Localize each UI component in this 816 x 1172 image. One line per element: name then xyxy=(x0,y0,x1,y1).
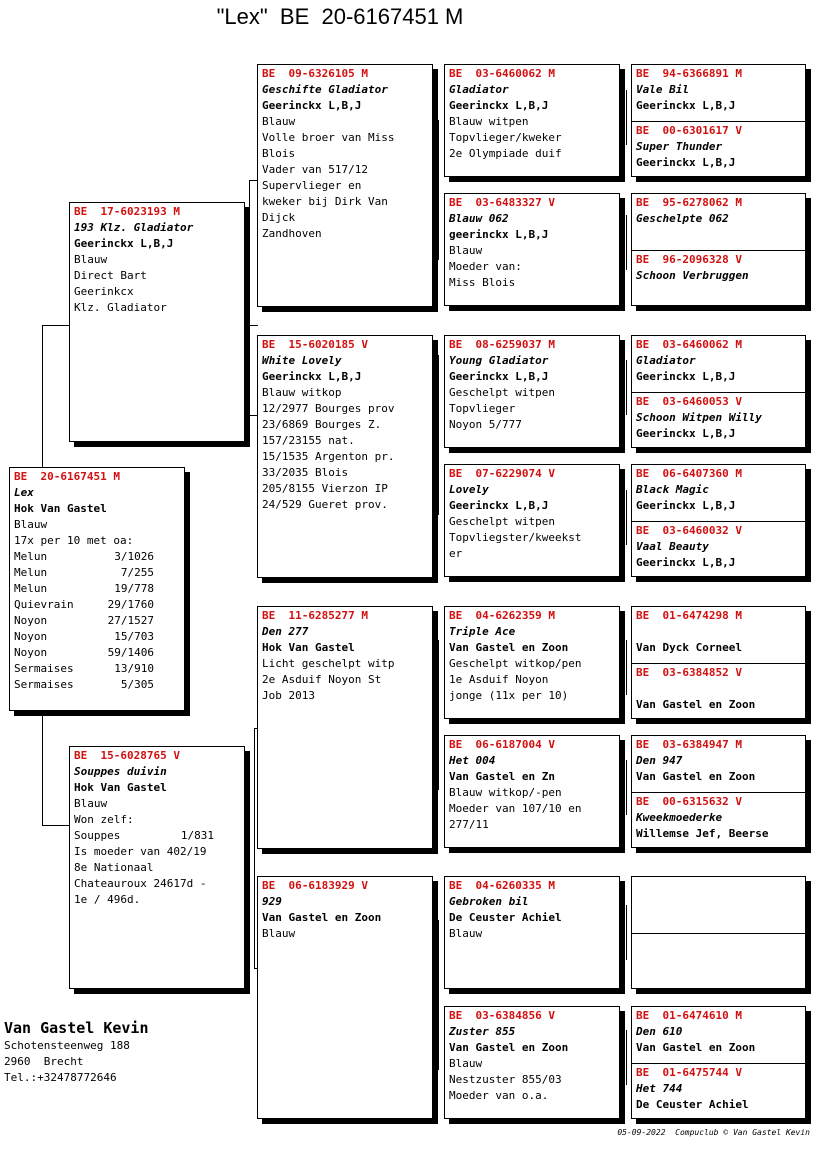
breeder: geerinckx L,B,J xyxy=(449,228,549,241)
info-line: 1e Asduif Noyon xyxy=(449,673,549,686)
pedigree-card-gen4 xyxy=(631,392,806,448)
ring-number: BE 06-6187004 V xyxy=(449,738,555,751)
info-line: 23/6869 Bourges Z. xyxy=(262,418,382,431)
pedigree-card-gen2 xyxy=(257,876,433,1119)
info-line: Blauw xyxy=(262,927,296,940)
ring-number: BE 03-6460032 V xyxy=(636,524,742,537)
result-row xyxy=(14,597,154,613)
info-line: Miss Blois xyxy=(449,276,516,289)
race-score: 7/255 xyxy=(120,566,154,579)
breeder: Geerinckx L,B,J xyxy=(636,370,736,383)
pigeon-name: Geschifte Gladiator xyxy=(262,83,388,96)
info-line: Geschelpt witpen xyxy=(449,515,555,528)
pedigree-card-gen3 xyxy=(444,335,620,448)
pigeon-name: White Lovely xyxy=(262,354,342,367)
pedigree-card-gen2 xyxy=(257,335,433,578)
info-line: 33/2035 Blois xyxy=(262,466,349,479)
breeder: Willemse Jef, Beerse xyxy=(636,827,769,840)
info-line: Blauw xyxy=(449,244,483,257)
connector-line xyxy=(42,325,71,326)
breeder: Geerinckx L,B,J xyxy=(636,99,736,112)
result-row xyxy=(14,565,154,581)
race-place: Sermaises xyxy=(14,662,74,675)
pigeon-name: Den 277 xyxy=(262,625,309,638)
breeder: Van Gastel en Zoon xyxy=(262,911,382,924)
breeder: Geerinckx L,B,J xyxy=(449,99,549,112)
pedigree-card-sire xyxy=(69,202,245,442)
race-score: 59/1406 xyxy=(107,646,154,659)
connector-line xyxy=(438,355,439,515)
pigeon-name xyxy=(636,681,802,697)
race-place: Melun xyxy=(14,582,48,595)
breeder: Van Gastel en Zn xyxy=(449,770,555,783)
pigeon-name: Den 610 xyxy=(636,1025,683,1038)
info-line: 277/11 xyxy=(449,818,489,831)
ring-number: BE 17-6023193 M xyxy=(74,205,180,218)
connector-line xyxy=(249,325,250,415)
ring-number: BE 03-6384856 V xyxy=(449,1009,555,1022)
info-line: 15/1535 Argenton pr. xyxy=(262,450,395,463)
race-score: 1/831 xyxy=(180,829,214,842)
race-score: 27/1527 xyxy=(107,614,154,627)
result-row xyxy=(14,677,154,693)
ring-number: BE 04-6262359 M xyxy=(449,609,555,622)
pedigree-card-gen4 xyxy=(631,335,806,393)
result-row xyxy=(14,661,154,677)
info-line: kweker bij Dirk Van xyxy=(262,195,388,208)
result-row xyxy=(14,549,154,565)
breeder: Hok Van Gastel xyxy=(74,781,167,794)
pedigree-card-gen4 xyxy=(631,1006,806,1064)
pedigree-card-gen4 xyxy=(631,663,806,719)
info-line: Moeder van o.a. xyxy=(449,1089,549,1102)
ring-number: BE 03-6384947 M xyxy=(636,738,742,751)
breeder: Geerinckx L,B,J xyxy=(636,556,736,569)
pigeon-name: 929 xyxy=(262,895,282,908)
owner-city: 2960 Brecht xyxy=(4,1055,84,1068)
connector-line xyxy=(626,1030,627,1085)
ring-number: BE 01-6475744 V xyxy=(636,1066,742,1079)
info-line: 157/23155 nat. xyxy=(262,434,355,447)
info-line: Blauw xyxy=(74,797,108,810)
pedigree-card-gen3 xyxy=(444,1006,620,1119)
pigeon-name: Blauw 062 xyxy=(449,212,509,225)
info-line: Moeder van: xyxy=(449,260,522,273)
info-line: Blois xyxy=(262,147,296,160)
info-line: Topvlieger xyxy=(449,402,516,415)
race-place: Noyon xyxy=(14,646,48,659)
pedigree-card-gen3 xyxy=(444,64,620,177)
result-row xyxy=(74,828,214,844)
pedigree-card-gen4 xyxy=(631,606,806,664)
pedigree-card-dam xyxy=(69,746,245,989)
pedigree-card-gen4 xyxy=(631,121,806,177)
pedigree-card-gen4 xyxy=(631,250,806,306)
pedigree-card-gen2 xyxy=(257,64,433,307)
ring-number: BE 09-6326105 M xyxy=(262,67,368,80)
pedigree-card-gen4 xyxy=(631,64,806,122)
ring-number: BE 15-6020185 V xyxy=(262,338,368,351)
breeder: Van Gastel en Zoon xyxy=(636,770,756,783)
breeder: Van Gastel en Zoon xyxy=(636,698,756,711)
race-place: Quievrain xyxy=(14,598,74,611)
info-line: Blauw witkop/-pen xyxy=(449,786,562,799)
connector-line xyxy=(254,728,255,968)
pedigree-card-gen3 xyxy=(444,876,620,989)
connector-line xyxy=(42,715,43,825)
race-score: 29/1760 xyxy=(107,598,154,611)
info-line: jonge (11x per 10) xyxy=(449,689,569,702)
breeder: Van Gastel en Zoon xyxy=(449,1041,569,1054)
connector-line xyxy=(438,120,439,260)
pigeon-name: Vaal Beauty xyxy=(636,540,709,553)
race-place: Souppes xyxy=(74,829,121,842)
pigeon-name: Souppes duivin xyxy=(74,765,167,778)
pigeon-name: Lovely xyxy=(449,483,489,496)
breeder: Geerinckx L,B,J xyxy=(262,370,362,383)
ring-number: BE 11-6285277 M xyxy=(262,609,368,622)
connector-line xyxy=(249,180,250,325)
connector-line xyxy=(626,90,627,145)
info-line: 17x per 10 met oa: xyxy=(14,534,134,547)
breeder: Geerinckx L,B,J xyxy=(636,156,736,169)
info-line: er xyxy=(449,547,463,560)
connector-line xyxy=(438,640,439,790)
info-line: Licht geschelpt witp xyxy=(262,657,395,670)
ring-number: BE 00-6315632 V xyxy=(636,795,742,808)
ring-number: BE 07-6229074 V xyxy=(449,467,555,480)
info-line: Zandhoven xyxy=(262,227,322,240)
pigeon-name: Gladiator xyxy=(449,83,509,96)
pedigree-card-gen4 xyxy=(631,792,806,848)
info-line: 24/529 Gueret prov. xyxy=(262,498,388,511)
page-title: "Lex" BE 20-6167451 M xyxy=(216,4,464,29)
pedigree-card-gen4 xyxy=(631,193,806,251)
pigeon-name: Het 744 xyxy=(636,1082,683,1095)
info-line: Job 2013 xyxy=(262,689,315,702)
pedigree-card-gen3 xyxy=(444,735,620,848)
pigeon-name: Black Magic xyxy=(636,483,709,496)
breeder: De Ceuster Achiel xyxy=(449,911,562,924)
ring-number: BE 95-6278062 M xyxy=(636,196,742,209)
connector-line xyxy=(626,760,627,815)
pigeon-name: Den 947 xyxy=(636,754,683,767)
race-place: Melun xyxy=(14,550,48,563)
info-line: Blauw witkop xyxy=(262,386,342,399)
info-line: Volle broer van Miss xyxy=(262,131,395,144)
pigeon-name: Schoon Witpen Willy xyxy=(636,411,762,424)
ring-number: BE 03-6460053 V xyxy=(636,395,742,408)
footer-credit: 05-09-2022 Compuclub © Van Gastel Kevin xyxy=(617,1128,810,1137)
ring-number: BE 06-6407360 M xyxy=(636,467,742,480)
info-line: 2e Asduif Noyon St xyxy=(262,673,382,686)
info-line: Vader van 517/12 xyxy=(262,163,368,176)
breeder: Hok Van Gastel xyxy=(14,502,107,515)
pigeon-name: Gebroken bil xyxy=(449,895,529,908)
info-line: Blauw xyxy=(449,927,483,940)
pigeon-name: Het 004 xyxy=(449,754,496,767)
result-row xyxy=(14,613,154,629)
connector-line xyxy=(626,640,627,695)
race-place: Noyon xyxy=(14,630,48,643)
connector-line xyxy=(438,920,439,1070)
breeder: Van Gastel en Zoon xyxy=(449,641,569,654)
owner-block xyxy=(4,1018,149,1086)
ring-number: BE 00-6301617 V xyxy=(636,124,742,137)
ring-number: BE 03-6460062 M xyxy=(636,338,742,351)
pedigree-card-gen2 xyxy=(257,606,433,849)
pedigree-card-gen4 xyxy=(631,735,806,793)
breeder: Geerinckx L,B,J xyxy=(636,427,736,440)
pigeon-name xyxy=(636,624,802,640)
race-score: 15/703 xyxy=(114,630,154,643)
info-line: Chateauroux 24617d - xyxy=(74,877,207,890)
info-line: 1e / 496d. xyxy=(74,893,141,906)
info-line: Blauw xyxy=(74,253,108,266)
pigeon-name: 193 Klz. Gladiator xyxy=(74,221,194,234)
pigeon-name: Schoon Verbruggen xyxy=(636,269,749,282)
info-line: Topvliegster/kweekst xyxy=(449,531,582,544)
info-line: Geschelpt witkop/pen xyxy=(449,657,582,670)
info-line: 12/2977 Bourges prov xyxy=(262,402,395,415)
breeder: Geerinckx L,B,J xyxy=(636,499,736,512)
connector-line xyxy=(42,325,43,468)
race-score: 13/910 xyxy=(114,662,154,675)
ring-number: BE 03-6460062 M xyxy=(449,67,555,80)
pigeon-name: Young Gladiator xyxy=(449,354,549,367)
breeder: De Ceuster Achiel xyxy=(636,1098,749,1111)
ring-number: BE 20-6167451 M xyxy=(14,470,120,483)
info-line: 205/8155 Vierzon IP xyxy=(262,482,388,495)
ring-number: BE 15-6028765 V xyxy=(74,749,180,762)
info-line: Is moeder van 402/19 xyxy=(74,845,207,858)
owner-name: Van Gastel Kevin xyxy=(4,1019,149,1037)
info-line: Blauw xyxy=(449,1057,483,1070)
info-line: Blauw witpen xyxy=(449,115,529,128)
connector-line xyxy=(626,905,627,960)
race-score: 19/778 xyxy=(114,582,154,595)
pigeon-name: Kweekmoederke xyxy=(636,811,723,824)
breeder: Van Gastel en Zoon xyxy=(636,1041,756,1054)
breeder: Hok Van Gastel xyxy=(262,641,355,654)
connector-line xyxy=(626,490,627,545)
pedigree-card-gen3 xyxy=(444,464,620,577)
pigeon-name: Vale Bil xyxy=(636,83,689,96)
info-line: Direct Bart xyxy=(74,269,147,282)
breeder: Geerinckx L,B,J xyxy=(449,370,549,383)
breeder: Geerinckx L,B,J xyxy=(262,99,362,112)
breeder: Geerinckx L,B,J xyxy=(74,237,174,250)
result-row xyxy=(14,581,154,597)
pigeon-name: Super Thunder xyxy=(636,140,723,153)
pedigree-card-gen3 xyxy=(444,193,620,306)
info-line: 8e Nationaal xyxy=(74,861,154,874)
ring-number: BE 03-6483327 V xyxy=(449,196,555,209)
ring-number: BE 03-6384852 V xyxy=(636,666,742,679)
race-place: Noyon xyxy=(14,614,48,627)
connector-line xyxy=(626,215,627,270)
info-line: Geerinkcx xyxy=(74,285,134,298)
ring-number: BE 04-6260335 M xyxy=(449,879,555,892)
pedigree-card-gen4-empty xyxy=(631,876,806,934)
breeder: Geerinckx L,B,J xyxy=(449,499,549,512)
info-line: Blauw xyxy=(262,115,296,128)
info-line: Supervlieger en xyxy=(262,179,362,192)
connector-line xyxy=(249,325,258,326)
info-line: Blauw xyxy=(14,518,48,531)
pigeon-name: Zuster 855 xyxy=(449,1025,516,1038)
ring-number: BE 06-6183929 V xyxy=(262,879,368,892)
pedigree-card-gen3 xyxy=(444,606,620,719)
pigeon-name: Lex xyxy=(14,486,34,499)
result-row xyxy=(14,645,154,661)
pedigree-card-subject xyxy=(9,467,185,711)
race-place: Melun xyxy=(14,566,48,579)
connector-line xyxy=(42,825,71,826)
pedigree-card-gen4 xyxy=(631,521,806,577)
ring-number: BE 94-6366891 M xyxy=(636,67,742,80)
info-line: Geschelpt witpen xyxy=(449,386,555,399)
pedigree-card-gen4 xyxy=(631,464,806,522)
breeder: Van Dyck Corneel xyxy=(636,641,742,654)
info-line: Klz. Gladiator xyxy=(74,301,167,314)
race-score: 3/1026 xyxy=(114,550,154,563)
pedigree-card-gen4 xyxy=(631,1063,806,1119)
info-line: Topvlieger/kweker xyxy=(449,131,562,144)
info-line: Dijck xyxy=(262,211,296,224)
info-line: Nestzuster 855/03 xyxy=(449,1073,562,1086)
info-line: Won zelf: xyxy=(74,813,134,826)
ring-number: BE 01-6474298 M xyxy=(636,609,742,622)
info-line: Noyon 5/777 xyxy=(449,418,522,431)
owner-street: Schotensteenweg 188 xyxy=(4,1039,130,1052)
ring-number: BE 96-2096328 V xyxy=(636,253,742,266)
ring-number: BE 01-6474610 M xyxy=(636,1009,742,1022)
info-line: 2e Olympiade duif xyxy=(449,147,562,160)
result-row xyxy=(14,629,154,645)
connector-line xyxy=(626,360,627,415)
race-score: 5/305 xyxy=(120,678,154,691)
pigeon-name: Gladiator xyxy=(636,354,696,367)
race-place: Sermaises xyxy=(14,678,74,691)
info-line: Moeder van 107/10 en xyxy=(449,802,582,815)
pedigree-card-gen4-empty xyxy=(631,933,806,989)
ring-number: BE 08-6259037 M xyxy=(449,338,555,351)
pigeon-name: Triple Ace xyxy=(449,625,516,638)
pigeon-name: Geschelpte 062 xyxy=(636,212,729,225)
owner-phone: Tel.:+32478772646 xyxy=(4,1071,117,1084)
